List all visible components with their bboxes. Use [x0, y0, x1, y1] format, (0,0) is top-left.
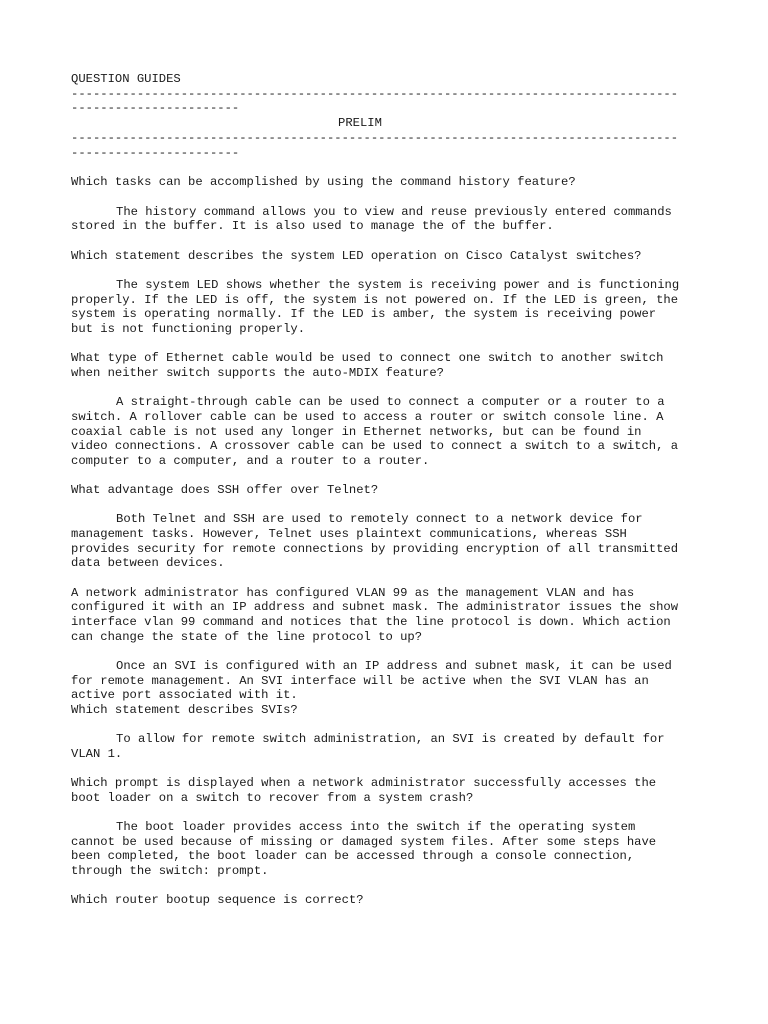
- answer-line: computer to a computer, and a router to a router.: [71, 454, 430, 468]
- question-line: What type of Ethernet cable would be used to connect one switch to another switch: [71, 351, 664, 365]
- answer-line: been completed, the boot loader can be accessed through a console connection,: [71, 849, 635, 863]
- answer-line: cannot be used because of missing or damaged system files. After some steps have: [71, 835, 657, 849]
- document-title: QUESTION GUIDES: [71, 72, 181, 86]
- answer-line: A straight-through cable can be used to connect a computer or a router to a: [116, 395, 665, 409]
- answer-line: The history command allows you to view and reuse previously entered commands: [116, 205, 672, 219]
- answer-line: for remote management. An SVI interface will be active when the SVI VLAN has an: [71, 674, 649, 688]
- answer-line: video connections. A crossover cable can be used to connect a switch to a switch, a: [71, 439, 679, 453]
- header-rule-bottom-2: -----------------------: [71, 146, 240, 160]
- question-line: Which tasks can be accomplished by using the command history feature?: [71, 175, 576, 189]
- question-line: configured it with an IP address and subnet mask. The administrator issues the show: [71, 600, 679, 614]
- answer-line: The boot loader provides access into the switch if the operating system: [116, 820, 636, 834]
- answer-line: data between devices.: [71, 556, 225, 570]
- section-heading: PRELIM: [338, 116, 382, 130]
- answer-line: through the switch: prompt.: [71, 864, 269, 878]
- question-line: interface vlan 99 command and notices that the line protocol is down. Which action: [71, 615, 671, 629]
- header-rule-bottom-1: -----------------------------------------------------------------------------------: [71, 131, 679, 145]
- answer-line: stored in the buffer. It is also used to manage the of the buffer.: [71, 219, 554, 233]
- header-rule-top-1: -----------------------------------------------------------------------------------: [71, 87, 679, 101]
- answer-line: provides security for remote connections by providing encryption of all transmitted: [71, 542, 679, 556]
- question-line: Which statement describes SVIs?: [71, 703, 298, 717]
- header-rule-top-2: -----------------------: [71, 101, 240, 115]
- answer-line: properly. If the LED is off, the system is not powered on. If the LED is green, the: [71, 293, 679, 307]
- answer-line: management tasks. However, Telnet uses plaintext communications, whereas SSH: [71, 527, 627, 541]
- question-line: A network administrator has configured VLAN 99 as the management VLAN and has: [71, 586, 635, 600]
- question-line: when neither switch supports the auto-MDIX feature?: [71, 366, 444, 380]
- question-line: Which router bootup sequence is correct?: [71, 893, 364, 907]
- answer-line: system is operating normally. If the LED is amber, the system is receiving power: [71, 307, 657, 321]
- answer-line: switch. A rollover cable can be used to access a router or switch console line. A: [71, 410, 664, 424]
- answer-line: To allow for remote switch administration, an SVI is created by default for: [116, 732, 665, 746]
- question-line: Which statement describes the system LED operation on Cisco Catalyst switches?: [71, 249, 642, 263]
- answer-line: VLAN 1.: [71, 747, 123, 761]
- answer-line: The system LED shows whether the system is receiving power and is functioning: [116, 278, 680, 292]
- answer-line: coaxial cable is not used any longer in Ethernet networks, but can be found in: [71, 425, 642, 439]
- answer-line: but is not functioning properly.: [71, 322, 306, 336]
- answer-line: Once an SVI is configured with an IP address and subnet mask, it can be used: [116, 659, 672, 673]
- answer-line: active port associated with it.: [71, 688, 298, 702]
- question-line: Which prompt is displayed when a network administrator successfully accesses the: [71, 776, 657, 790]
- answer-line: Both Telnet and SSH are used to remotely connect to a network device for: [116, 512, 643, 526]
- question-line: What advantage does SSH offer over Telnet?: [71, 483, 379, 497]
- question-line: can change the state of the line protocol to up?: [71, 630, 423, 644]
- question-line: boot loader on a switch to recover from a system crash?: [71, 791, 474, 805]
